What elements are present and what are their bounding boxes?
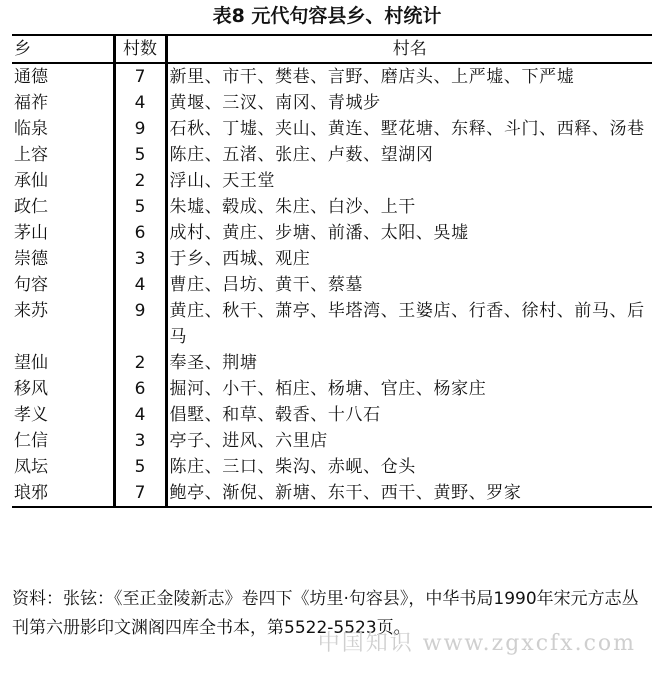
row-villages: 成村、黄庄、步塘、前潘、太阳、吳墟 xyxy=(169,223,469,243)
header-township: 乡 xyxy=(14,39,31,59)
village-table xyxy=(12,34,652,508)
row-villages: 浮山、天王堂 xyxy=(169,171,276,191)
row-villages: 黄庄、秋干、萧亭、毕塔湾、王婆店、行香、徐村、前马、后马 xyxy=(169,301,645,347)
table-row xyxy=(12,480,652,507)
row-township: 通德 xyxy=(14,67,48,87)
row-township: 仁信 xyxy=(14,431,48,451)
row-count: 5 xyxy=(114,194,166,220)
row-township: 上容 xyxy=(14,145,48,165)
row-villages: 陈庄、五渚、张庄、卢薮、望湖冈 xyxy=(169,145,434,165)
row-township: 琅邪 xyxy=(14,483,48,503)
table-row xyxy=(12,116,652,142)
row-township: 孝义 xyxy=(14,405,48,425)
table-row xyxy=(12,428,652,454)
table-row xyxy=(12,246,652,272)
row-township: 福祚 xyxy=(14,93,48,113)
row-villages: 鲍亭、渐倪、新塘、东干、西干、黄野、罗家 xyxy=(169,483,522,503)
row-township: 承仙 xyxy=(14,171,48,191)
table-header-row xyxy=(12,35,652,63)
row-township: 句容 xyxy=(14,275,48,295)
table-row xyxy=(12,350,652,376)
row-count: 9 xyxy=(114,298,166,350)
row-township: 望仙 xyxy=(14,353,48,373)
header-count: 村数 xyxy=(114,35,166,63)
row-count: 2 xyxy=(114,168,166,194)
table-row xyxy=(12,376,652,402)
table-body xyxy=(12,63,652,507)
row-count: 7 xyxy=(114,63,166,90)
row-township: 移风 xyxy=(14,379,48,399)
header-villages: 村名 xyxy=(392,39,427,59)
table-row xyxy=(12,142,652,168)
row-count: 6 xyxy=(114,220,166,246)
table-row xyxy=(12,63,652,90)
row-villages: 黄堰、三汊、南冈、青城步 xyxy=(169,93,381,113)
row-villages: 新里、市干、樊巷、言野、磨店头、上严墟、下严墟 xyxy=(169,67,575,87)
row-villages: 曹庄、吕坊、黄干、蔡墓 xyxy=(169,275,364,295)
table-row xyxy=(12,402,652,428)
row-count: 3 xyxy=(114,428,166,454)
row-township: 来苏 xyxy=(14,301,48,321)
row-count: 3 xyxy=(114,246,166,272)
table-row xyxy=(12,168,652,194)
row-township: 临泉 xyxy=(14,119,48,139)
row-township: 崇德 xyxy=(14,249,48,269)
row-count: 4 xyxy=(114,90,166,116)
row-count: 4 xyxy=(114,402,166,428)
row-count: 7 xyxy=(114,480,166,507)
row-count: 6 xyxy=(114,376,166,402)
row-count: 5 xyxy=(114,142,166,168)
row-township: 凤坛 xyxy=(14,457,48,477)
row-township: 茅山 xyxy=(14,223,48,243)
row-villages: 倡墅、和草、毂香、十八石 xyxy=(169,405,381,425)
row-count: 2 xyxy=(114,350,166,376)
table-row xyxy=(12,194,652,220)
row-count: 4 xyxy=(114,272,166,298)
row-count: 9 xyxy=(114,116,166,142)
table-row xyxy=(12,454,652,480)
row-villages: 亭子、进风、六里店 xyxy=(169,431,328,451)
table-row xyxy=(12,298,652,350)
table-row xyxy=(12,90,652,116)
row-villages: 掘河、小干、栢庄、杨塘、官庄、杨家庄 xyxy=(169,379,487,399)
watermark: 中国知识 www.zgxcfx.com xyxy=(317,631,636,656)
row-township: 政仁 xyxy=(14,197,48,217)
row-villages: 奉圣、荆塘 xyxy=(169,353,258,373)
row-count: 5 xyxy=(114,454,166,480)
row-villages: 陈庄、三口、柴沟、赤岘、仓头 xyxy=(169,457,416,477)
table-title: 表8 元代句容县乡、村统计 xyxy=(212,5,442,27)
table-row xyxy=(12,272,652,298)
source-note: 资料：张铉：《至正金陵新志》卷四下《坊里·句容县》，中华书局1990年宋元方志丛刊第六册影印文渊阁四库全书本，第5522-5523页。 xyxy=(12,589,639,638)
row-villages: 朱墟、毂成、朱庄、白沙、上干 xyxy=(169,197,416,217)
row-villages: 于乡、西城、观庄 xyxy=(169,249,311,269)
row-villages: 石秋、丁墟、夹山、黄连、墅花塘、东释、斗门、西释、汤巷 xyxy=(169,119,645,139)
table-row xyxy=(12,220,652,246)
